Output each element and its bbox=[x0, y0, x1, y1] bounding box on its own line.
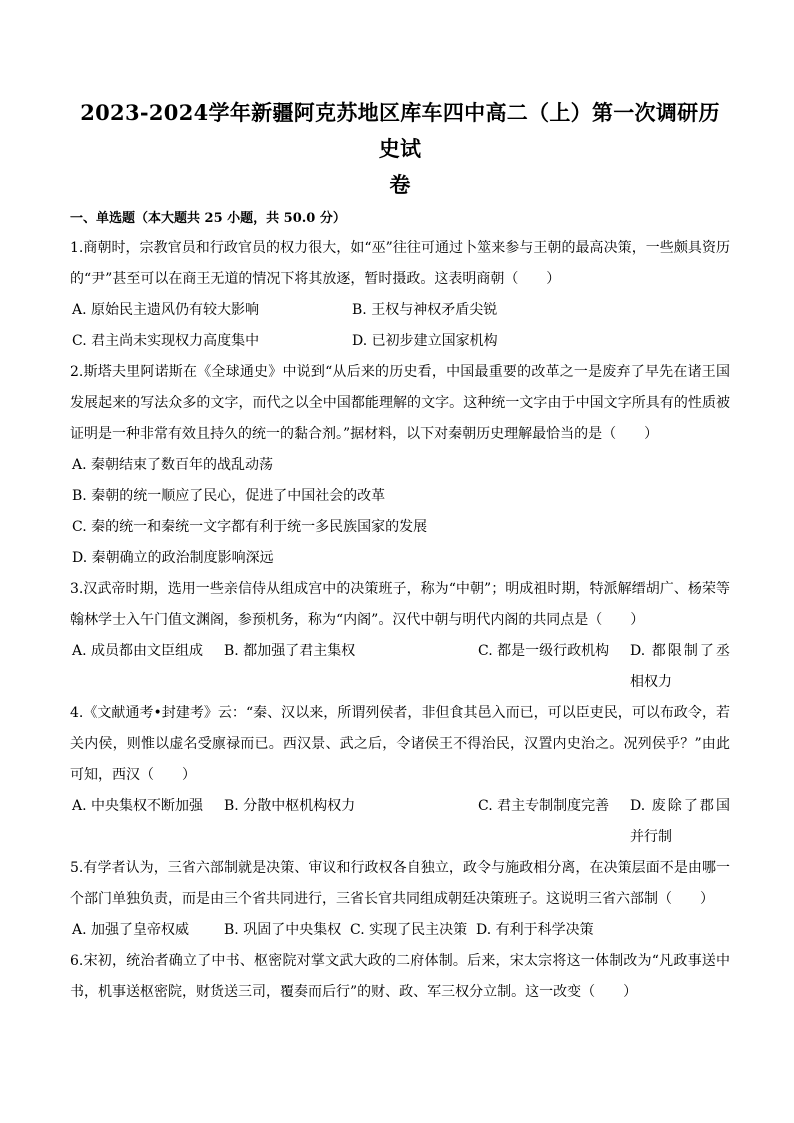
exam-title-line2: 卷 bbox=[389, 172, 411, 197]
question-2-option-c[interactable]: C. 秦的统一和秦统一文字都有利于统一多民族国家的发展 bbox=[72, 519, 428, 535]
exam-title bbox=[70, 95, 730, 203]
question-2-option-d[interactable]: D. 秦朝确立的政治制度影响深远 bbox=[72, 550, 274, 566]
exam-title-line1: 2023-2024学年新疆阿克苏地区库车四中高二（上）第一次调研历史试 bbox=[80, 100, 720, 161]
question-3-option-c[interactable]: C. 都是一级行政机构 bbox=[478, 643, 610, 659]
question-2-option-b[interactable]: B. 秦朝的统一顺应了民心，促进了中国社会的改革 bbox=[72, 488, 386, 504]
question-1-option-b[interactable]: B. 王权与神权矛盾尖锐 bbox=[352, 302, 498, 318]
question-2-option-a[interactable]: A. 秦朝结束了数百年的战乱动荡 bbox=[72, 457, 274, 473]
question-5-option-d[interactable]: D. 有利于科学决策 bbox=[476, 922, 594, 938]
question-1-option-c[interactable]: C. 君主尚未实现权力高度集中 bbox=[72, 333, 260, 349]
exam-page bbox=[70, 95, 730, 1008]
question-5-stem: 5.有学者认为，三省六部制就是决策、审议和行政权各自独立，政令与施政相分离，在决策层面不是由哪一个部门单独负责，而是由三个省共同进行，三省长官共同组成朝廷决策班子。这说明三省六部制（ ） bbox=[70, 860, 730, 907]
question-5-options bbox=[70, 915, 730, 946]
question-4-option-b[interactable]: B. 分散中枢机构权力 bbox=[224, 798, 356, 814]
question-5-option-c[interactable]: C. 实现了民主决策 bbox=[350, 922, 468, 938]
question-1-option-a[interactable]: A. 原始民主遗风仍有较大影响 bbox=[72, 302, 260, 318]
question-4-option-c[interactable]: C. 君主专制制度完善 bbox=[478, 798, 610, 814]
question-3-options bbox=[70, 636, 730, 667]
question-4-option-a[interactable]: A. 中央集权不断加强 bbox=[72, 798, 204, 814]
question-4-stem: 4.《文献通考•封建考》云：“秦、汉以来，所谓列侯者，非但食其邑入而已，可以臣吏民，可以布政令，若关内侯，则惟以虚名受廪禄而已。西汉景、武之后，令诸侯王不得治民，汉置内史治之。况列侯乎？”由此可知，西汉（ ） bbox=[70, 705, 730, 783]
question-3-option-b[interactable]: B. 都加强了君主集权 bbox=[224, 643, 356, 659]
question-1-options bbox=[70, 295, 730, 357]
question-5-option-a[interactable]: A. 加强了皇帝权威 bbox=[72, 922, 190, 938]
question-2-options bbox=[70, 450, 730, 574]
question-1-stem: 1.商朝时，宗教官员和行政官员的权力很大，如“巫”往往可通过卜筮来参与王朝的最高决策，一些颇具资历的“尹”甚至可以在商王无道的情况下将其放逐，暂时摄政。这表明商朝（ ） bbox=[70, 240, 730, 287]
question-3-stem: 3.汉武帝时期，选用一些亲信侍从组成宫中的决策班子，称为“中朝”；明成祖时期，特派解缙胡广、杨荣等翰林学士入午门值文渊阁，参预机务，称为“内阁”。汉代中朝与明代内阁的共同点是（ ） bbox=[70, 581, 730, 628]
question-4-option-d[interactable]: D. 废除了郡国并行制 bbox=[630, 798, 730, 845]
question-3-option-d[interactable]: D. 都限制了丞相权力 bbox=[630, 643, 730, 690]
question-1-option-d[interactable]: D. 已初步建立国家机构 bbox=[352, 333, 498, 349]
question-2-stem: 2.斯塔夫里阿诺斯在《全球通史》中说到“从后来的历史看，中国最重要的改革之一是废弃了早先在诸王国发展起来的写法众多的文字，而代之以全中国都能理解的文字。这种统一文字由于中国文字所具有的性质被证明是一种非常有效且持久的统一的黏合剂。”据材料，以下对秦朝历史理解最恰当的是（ ） bbox=[70, 364, 730, 442]
question-3-option-a[interactable]: A. 成员都由文臣组成 bbox=[72, 643, 204, 659]
question-6-stem: 6.宋初，统治者确立了中书、枢密院对掌文武大政的二府体制。后来，宋太宗将这一体制改为“凡政事送中书，机事送枢密院，财货送三司，覆奏而后行”的财、政、军三权分立制。这一改变（ ） bbox=[70, 953, 730, 1000]
question-4-options bbox=[70, 791, 730, 822]
section-heading: 一、单选题（本大题共 25 小题，共 50.0 分） bbox=[70, 211, 346, 226]
question-5-option-b[interactable]: B. 巩固了中央集权 bbox=[224, 922, 342, 938]
